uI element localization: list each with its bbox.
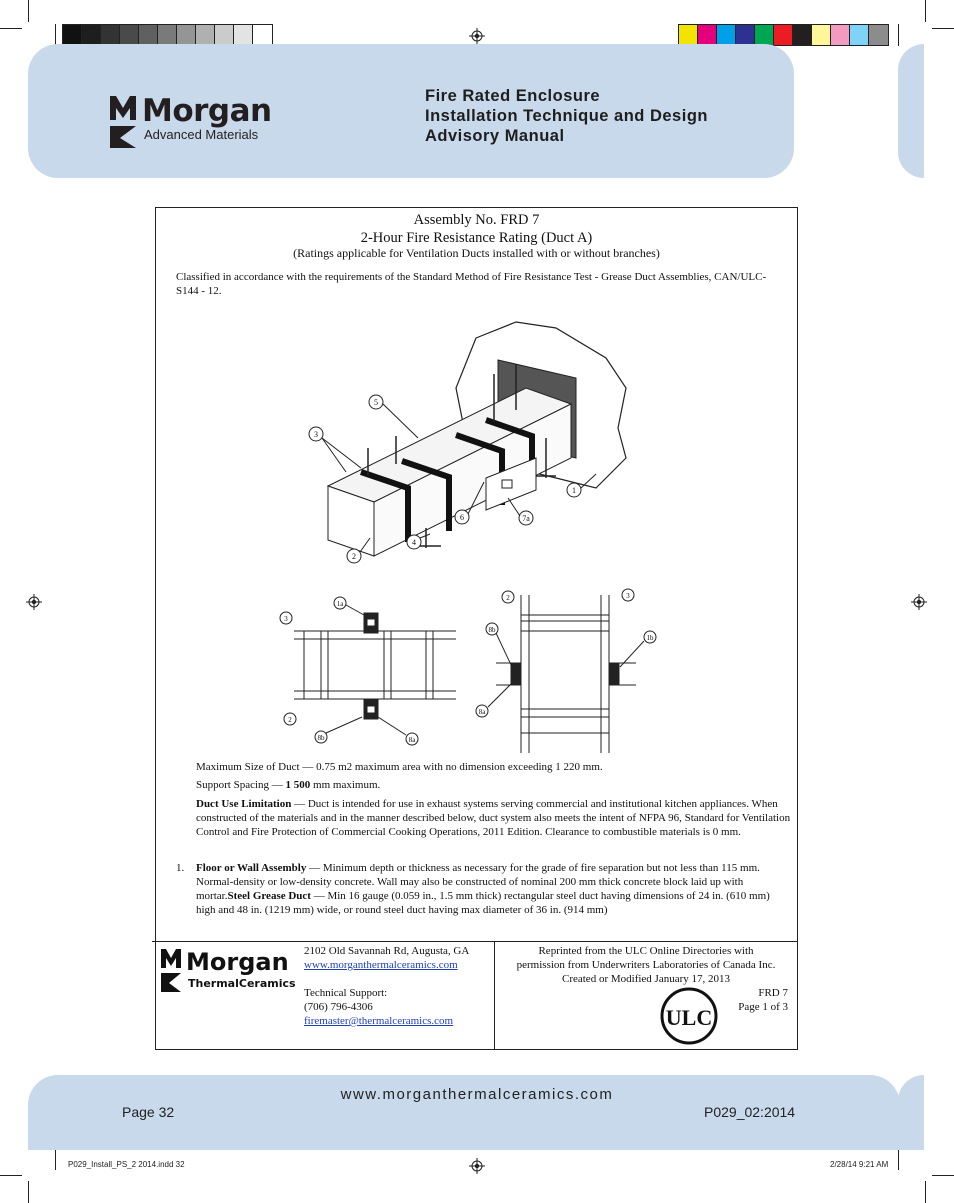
- callout-label: 1b: [646, 634, 654, 642]
- crop-mark: [28, 1181, 29, 1203]
- color-swatch: [755, 25, 774, 45]
- thermal-ceramics-logo: [160, 948, 300, 998]
- ulc-mark-text: ULC: [665, 1005, 713, 1030]
- support-phone: (706) 796-4306: [304, 1001, 373, 1013]
- callout-label: 3: [314, 430, 318, 439]
- morgan-logo: [108, 94, 298, 150]
- color-swatch: [736, 25, 755, 45]
- sheet-footer-rule: [152, 941, 797, 942]
- color-swatch: [120, 25, 139, 45]
- logo-wordmark: Morgan: [142, 93, 272, 129]
- footer-logo-wordmark: Morgan: [186, 948, 289, 976]
- assembly-number: Assembly No. FRD 7: [413, 212, 540, 228]
- classification-text: Classified in accordance with the requirements of the Standard Method of Fire Resistance Test - Grease Duct Assemblies, CAN/ULC-S144 - 12.: [176, 271, 767, 297]
- color-swatch: [158, 25, 177, 45]
- technical-support-label: Technical Support:: [304, 987, 388, 999]
- callout-label: 4: [412, 538, 416, 547]
- floor-text: — Minimum depth or thickness as necessary for the grade of fire separation but not less than 115 mm. Normal-density or low-density concrete. Wall may also be constructed of nominal 200 mm thick concrete block laid up with mortar.: [196, 862, 760, 902]
- crop-mark: [0, 28, 22, 29]
- callout-label: 8b: [488, 626, 496, 634]
- crop-mark: [925, 0, 926, 22]
- manual-title-line: Installation Technique and Design: [425, 107, 708, 125]
- manual-title-line: Fire Rated Enclosure: [425, 87, 601, 105]
- color-swatch: [717, 25, 736, 45]
- callout-label: 2: [506, 594, 510, 602]
- callout-label: 3: [284, 615, 288, 623]
- callout-label: 5: [374, 398, 378, 407]
- crop-mark: [925, 1181, 926, 1203]
- morgan-m-logo-icon: [160, 948, 182, 994]
- callout-label: 6: [460, 513, 464, 522]
- color-swatch: [831, 25, 850, 45]
- color-swatch: [869, 25, 888, 45]
- crop-mark: [898, 24, 899, 46]
- callout-label: 7a: [522, 514, 530, 523]
- fire-rating: 2-Hour Fire Resistance Rating (Duct A): [360, 230, 593, 246]
- registration-mark-icon: [911, 594, 927, 610]
- reprint-line: Reprinted from the ULC Online Directories with: [538, 945, 754, 957]
- color-swatch: [679, 25, 698, 45]
- color-swatch: [101, 25, 120, 45]
- reprint-line: permission from Underwriters Laboratories of Canada Inc.: [516, 959, 776, 971]
- support-spacing-value: 1 500: [285, 779, 311, 791]
- isometric-duct-drawing: [156, 318, 799, 578]
- callout-label: 8a: [408, 736, 416, 744]
- callout-label: 1: [572, 486, 576, 495]
- color-swatch: [234, 25, 253, 45]
- sheet-page-of: Page 1 of 3: [738, 1001, 788, 1013]
- callout-label: 1a: [336, 600, 344, 608]
- grayscale-swatch-bar: [62, 24, 273, 46]
- sheet-footer-divider: [494, 941, 495, 1049]
- duct-use-label: Duct Use Limitation: [196, 798, 292, 810]
- color-swatch: [774, 25, 793, 45]
- floor-label: Floor or Wall Assembly: [196, 862, 307, 874]
- company-website-link[interactable]: www.morganthermalceramics.com: [304, 959, 458, 971]
- color-swatch: [812, 25, 831, 45]
- page-number: Page 32: [122, 1104, 175, 1120]
- registration-mark-icon: [469, 1158, 485, 1174]
- manual-title-line: Advisory Manual: [425, 127, 565, 145]
- company-address: 2102 Old Savannah Rd, Augusta, GA: [304, 945, 470, 957]
- support-email-link[interactable]: firemaster@thermalceramics.com: [304, 1015, 454, 1027]
- print-slug-date: 2/28/14 9:21 AM: [830, 1160, 889, 1169]
- callout-label: 3: [626, 592, 630, 600]
- crop-mark: [0, 1175, 22, 1176]
- crop-mark: [55, 1148, 56, 1170]
- color-swatch: [139, 25, 158, 45]
- registration-mark-icon: [26, 594, 42, 610]
- header-side-tab: [898, 44, 924, 178]
- color-swatch: [850, 25, 869, 45]
- steel-label: Steel Grease Duct: [227, 890, 311, 902]
- color-swatch: [196, 25, 215, 45]
- reprint-date: Created or Modified January 17, 2013: [561, 973, 730, 985]
- color-swatch: [253, 25, 272, 45]
- item-number: 1.: [176, 862, 185, 874]
- floor-elevation-right: [496, 595, 636, 753]
- floor-wall-assembly: [196, 861, 781, 917]
- crop-mark: [55, 24, 56, 46]
- callout-label: 8a: [478, 708, 486, 716]
- print-slug-file: P029_Install_PS_2 2014.indd 32: [68, 1160, 185, 1169]
- crop-mark: [898, 1148, 899, 1170]
- steel-text: — Min 16 gauge (0.059 in., 1.5 mm thick) rectangular steel duct having dimensions of 24 in. (610 mm) high and 48 in. (1219 mm) wide, or round steel duct having max diameter of 36 in. (914 mm): [196, 890, 770, 916]
- callout-label: 8b: [317, 734, 325, 742]
- frd-number: FRD 7: [758, 987, 788, 999]
- support-spacing-prefix: Support Spacing —: [196, 779, 286, 791]
- support-spacing-suffix: mm maximum.: [310, 779, 381, 791]
- crop-mark: [932, 28, 954, 29]
- manual-title: [425, 86, 708, 146]
- support-spacing: [196, 778, 796, 792]
- morgan-m-logo-icon: [108, 94, 138, 150]
- callout-label: 2: [288, 716, 292, 724]
- color-swatch: [82, 25, 101, 45]
- ulc-mark-icon: [659, 986, 719, 1046]
- registration-mark-icon: [469, 28, 485, 44]
- color-swatch: [63, 25, 82, 45]
- color-swatch: [698, 25, 717, 45]
- wall-elevation-left: [294, 613, 456, 719]
- color-swatch: [793, 25, 812, 45]
- crop-mark: [932, 1175, 954, 1176]
- section-view-drawings: [156, 583, 799, 753]
- callout-label: 2: [352, 552, 356, 561]
- footer-logo-subtitle: ThermalCeramics: [188, 977, 296, 990]
- footer-website: www.morganthermalceramics.com: [340, 1086, 614, 1103]
- ulc-assembly-sheet: [155, 207, 798, 1050]
- logo-subtitle: Advanced Materials: [144, 127, 259, 142]
- document-code: P029_02:2014: [704, 1104, 796, 1120]
- duct-use-limitation: [196, 797, 796, 839]
- crop-mark: [28, 0, 29, 22]
- ratings-note: (Ratings applicable for Ventilation Ducts installed with or without branches): [293, 246, 660, 260]
- duct-use-text: — Duct is intended for use in exhaust systems serving commercial and institutional kitchen appliances. When constructed of the materials and in the manner described below, duct system also meets the intent of NFPA 96, Standard for Ventilation Control and Fire Protection of Commercial Cooking Operations, 2011 Edition. Clearance to combustible materials is 0 mm.: [196, 798, 791, 838]
- color-swatch-bar: [678, 24, 889, 46]
- color-swatch: [177, 25, 196, 45]
- color-swatch: [215, 25, 234, 45]
- max-duct-size: Maximum Size of Duct — 0.75 m2 maximum area with no dimension exceeding 1 220 mm.: [196, 761, 603, 773]
